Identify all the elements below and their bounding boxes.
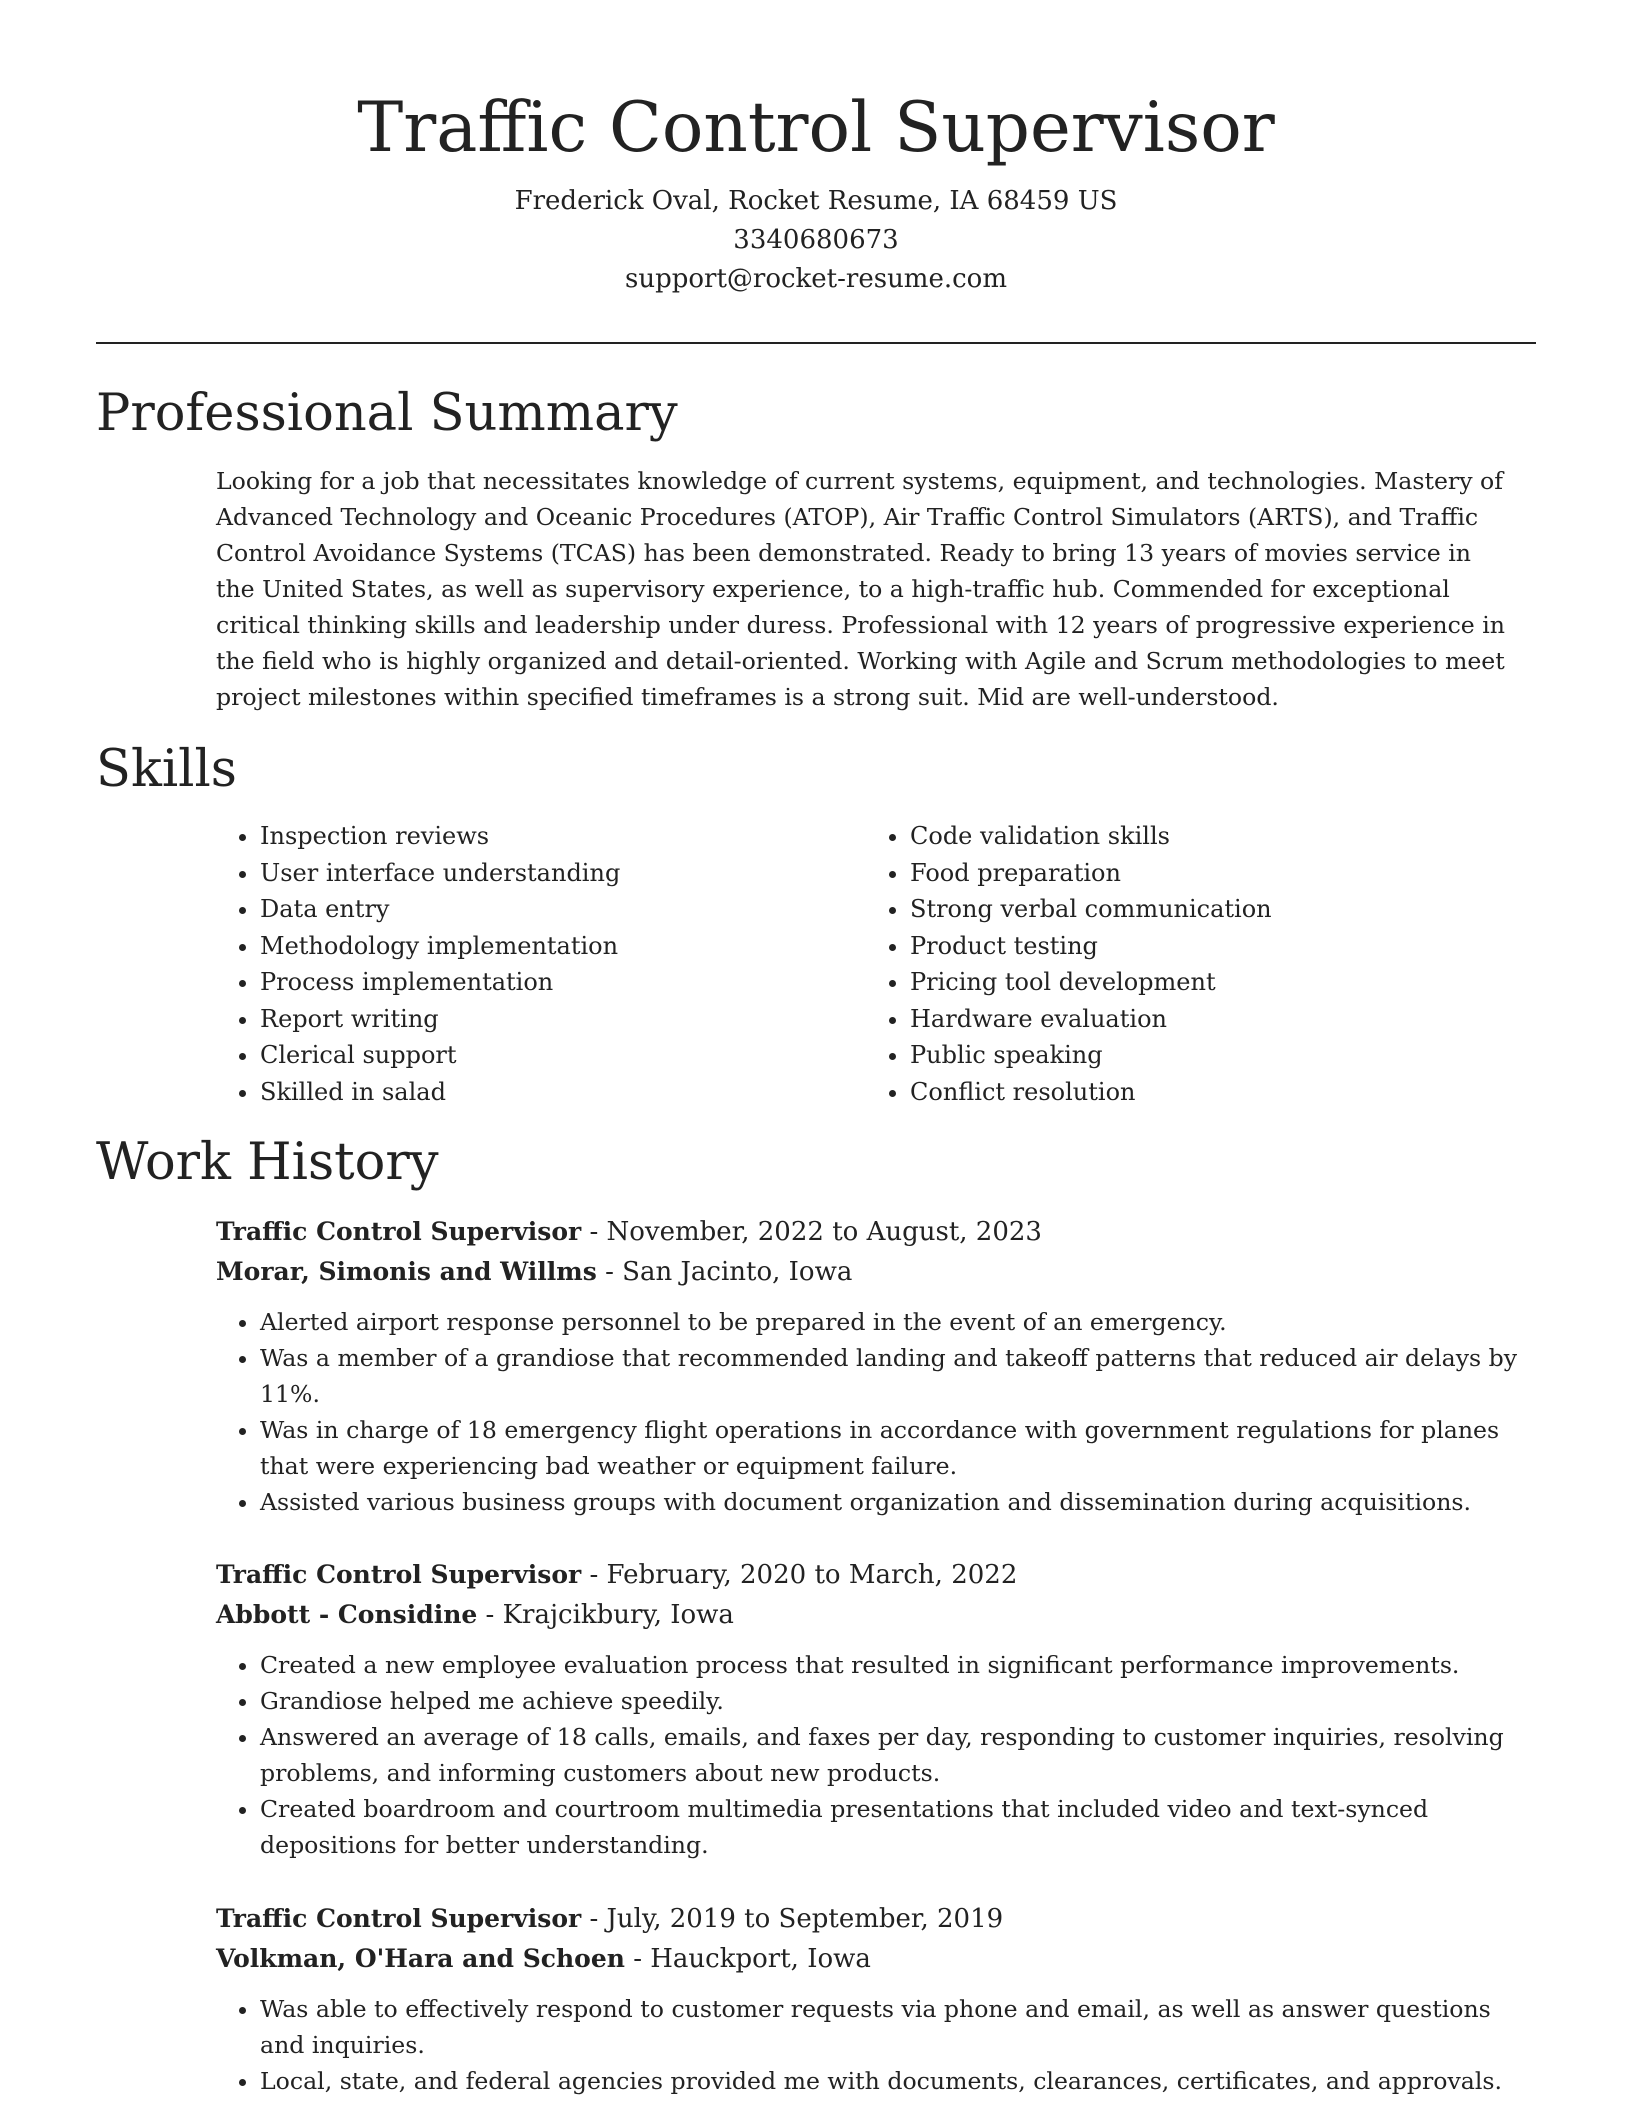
- job-bullets: [216, 1647, 1536, 1863]
- job-company-line: [216, 1252, 1536, 1292]
- job-location: - Hauckport, Iowa: [624, 1944, 871, 1974]
- job-title-line: [216, 1899, 1536, 1939]
- job-bullet: • Created boardroom and courtroom multimedia presentations that included video and text-synced depositions for better understanding.: [260, 1791, 1536, 1863]
- resume-header: [0, 80, 1632, 299]
- job-bullets: [216, 1304, 1536, 1520]
- summary-text: Looking for a job that necessitates knowledge of current systems, equipment, and technologies. Mastery of Advanced Technology and Oceanic Procedures (ATOP), Air Traffic Control Simulators (ARTS), and Traffic Control Avoidance Systems (TCAS) has been demonstrated. Ready to bring 13 years of movies service in the United States, as well as supervisory experience, to a high-traffic hub. Commended for exceptional critical thinking skills and leadership under duress. Professional with 12 years of progressive experience in the field who is highly organized and detail-oriented. Working with Agile and Scrum methodologies to meet project milestones within specified timeframes is a strong suit. Mid are well-understood.: [216, 467, 1505, 711]
- skill-item: • Pricing tool development: [910, 964, 1510, 1001]
- skills-column-left: [216, 818, 860, 1110]
- skill-item: • User interface understanding: [260, 855, 860, 892]
- header-divider: [96, 342, 1536, 344]
- job-bullets: [216, 1991, 1536, 2099]
- job-role: Traffic Control Supervisor: [216, 1217, 582, 1246]
- job-bullet: • Answered an average of 18 calls, emails, and faxes per day, responding to customer inquiries, resolving problems, and informing customers about new products.: [260, 1719, 1536, 1791]
- job-dates: - November, 2022 to August, 2023: [581, 1217, 1042, 1247]
- work-history-heading: Work History: [96, 1133, 439, 1192]
- contact-email: support@rocket-resume.com: [624, 264, 1007, 294]
- job-role: Traffic Control Supervisor: [216, 1904, 582, 1933]
- contact-address: Frederick Oval, Rocket Resume, IA 68459 US: [514, 186, 1118, 216]
- job-bullet: • Created a new employee evaluation process that resulted in significant performance improvements.: [260, 1647, 1536, 1683]
- job-bullet: • Assisted various business groups with document organization and dissemination during acquisitions.: [260, 1484, 1536, 1520]
- job-company: Morar, Simonis and Willms: [216, 1257, 597, 1286]
- job-entry: [216, 1212, 1536, 1520]
- job-role: Traffic Control Supervisor: [216, 1560, 582, 1589]
- job-company-line: [216, 1939, 1536, 1979]
- job-company: Volkman, O'Hara and Schoen: [216, 1944, 625, 1973]
- skill-item: • Public speaking: [910, 1037, 1510, 1074]
- skill-item: • Report writing: [260, 1001, 860, 1038]
- job-company: Abbott - Considine: [216, 1600, 478, 1629]
- contact-block: [0, 182, 1632, 299]
- skills-column-right: [866, 818, 1510, 1110]
- contact-phone: 3340680673: [733, 225, 899, 255]
- skill-item: • Hardware evaluation: [910, 1001, 1510, 1038]
- job-bullet: • Local, state, and federal agencies provided me with documents, clearances, certificates, and approvals.: [260, 2063, 1536, 2099]
- skill-item: • Conflict resolution: [910, 1074, 1510, 1111]
- skill-item: • Methodology implementation: [260, 928, 860, 965]
- skill-item: • Inspection reviews: [260, 818, 860, 855]
- job-dates: - February, 2020 to March, 2022: [581, 1560, 1018, 1590]
- job-dates: - July, 2019 to September, 2019: [581, 1904, 1004, 1934]
- job-company-line: [216, 1595, 1536, 1635]
- summary-heading: Professional Summary: [96, 384, 678, 443]
- job-bullet: • Alerted airport response personnel to be prepared in the event of an emergency.: [260, 1304, 1536, 1340]
- job-location: - San Jacinto, Iowa: [596, 1257, 853, 1287]
- job-bullet: • Was in charge of 18 emergency flight operations in accordance with government regulations for planes that were experiencing bad weather or equipment failure.: [260, 1412, 1536, 1484]
- candidate-name: Traffic Control Supervisor: [357, 88, 1275, 168]
- job-title-line: [216, 1555, 1536, 1595]
- job-location: - Krajcikbury, Iowa: [477, 1600, 734, 1630]
- skill-item: • Product testing: [910, 928, 1510, 965]
- skills-heading: Skills: [96, 740, 237, 799]
- job-bullet: • Grandiose helped me achieve speedily.: [260, 1683, 1536, 1719]
- skill-item: • Food preparation: [910, 855, 1510, 892]
- job-bullet: • Was able to effectively respond to customer requests via phone and email, as well as answer questions and inquiries.: [260, 1991, 1536, 2063]
- skill-item: • Clerical support: [260, 1037, 860, 1074]
- job-entry: [216, 1555, 1536, 1863]
- skill-item: • Data entry: [260, 891, 860, 928]
- skill-item: • Code validation skills: [910, 818, 1510, 855]
- job-entry: [216, 1899, 1536, 2099]
- job-bullet: • Was a member of a grandiose that recommended landing and takeoff patterns that reduced air delays by 11%.: [260, 1340, 1536, 1412]
- job-title-line: [216, 1212, 1536, 1252]
- skill-item: • Strong verbal communication: [910, 891, 1510, 928]
- skill-item: • Process implementation: [260, 964, 860, 1001]
- skill-item: • Skilled in salad: [260, 1074, 860, 1111]
